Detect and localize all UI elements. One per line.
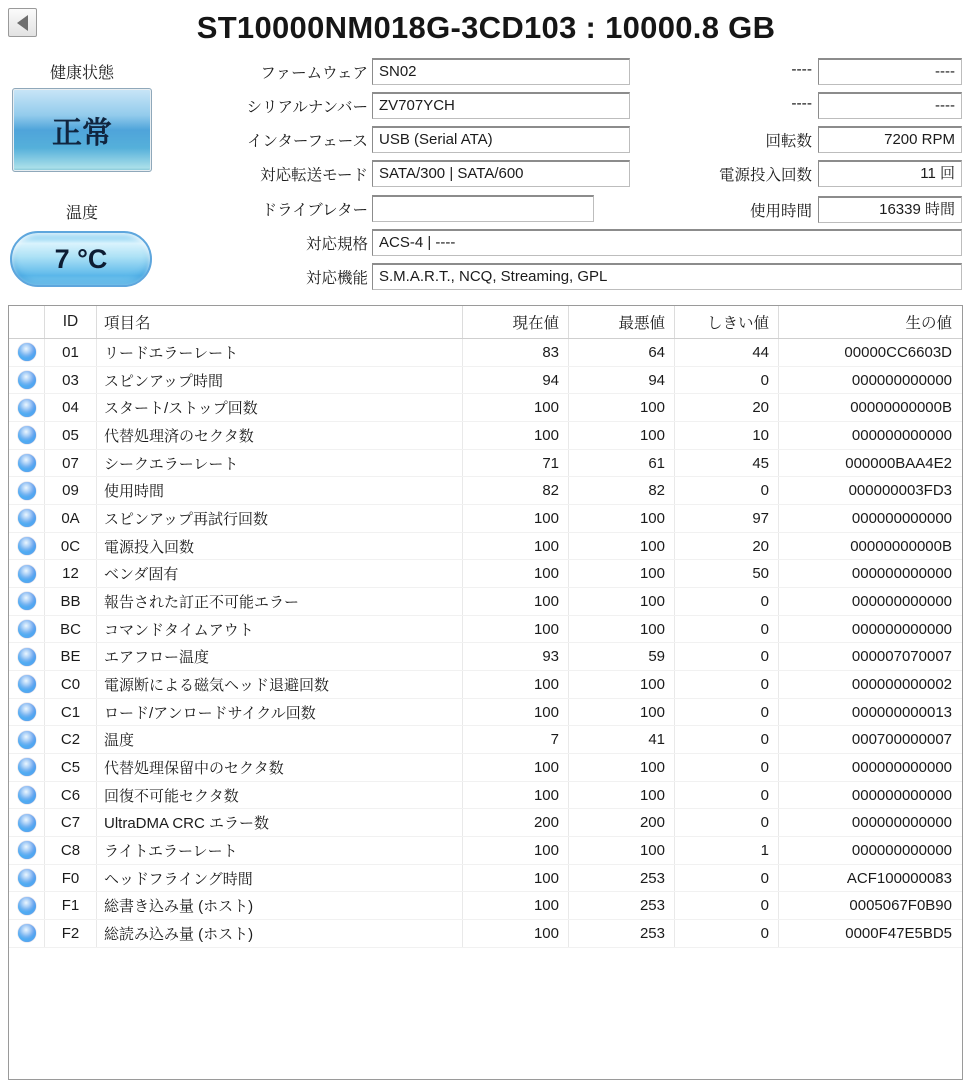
health-status-dot-icon [18,897,36,915]
attr-raw: 000000000000 [851,758,952,776]
info-field-row [150,229,962,256]
smart-attributes-table [8,305,963,1080]
attr-raw: ACF100000083 [846,869,952,887]
health-status-dot-icon [18,731,36,749]
smart-table-header [9,306,962,339]
attr-id: F2 [45,920,97,947]
attr-threshold: 10 [675,422,779,449]
smart-attribute-row[interactable] [9,367,962,395]
health-status-dot-icon [18,620,36,638]
smart-attribute-row[interactable] [9,837,962,865]
attr-worst: 100 [569,616,675,643]
attr-id: 09 [45,477,97,504]
attr-worst: 100 [569,422,675,449]
attr-name: スピンアップ再試行回数 [97,505,463,532]
attr-raw: 000000003FD3 [848,482,952,500]
attr-raw: 00000000000B [850,537,952,555]
field-value-box: 11 回 [818,160,962,187]
attr-worst: 100 [569,560,675,587]
attr-name: 総書き込み量 (ホスト) [97,892,463,919]
smart-attribute-row[interactable] [9,422,962,450]
attr-current: 100 [463,754,569,781]
attr-id: F0 [45,865,97,892]
attr-raw: 0000F47E5BD5 [845,924,952,942]
attr-id: F1 [45,892,97,919]
info-field-row [150,160,630,187]
attr-raw: 00000000000B [850,399,952,417]
health-status-dot-icon [18,703,36,721]
attr-id: C1 [45,699,97,726]
attr-threshold: 0 [675,865,779,892]
attr-name: ライトエラーレート [97,837,463,864]
attr-name: コマンドタイムアウト [97,616,463,643]
field-label: 使用時間 [749,203,812,220]
smart-attribute-row[interactable] [9,809,962,837]
attr-name: 総読み込み量 (ホスト) [97,920,463,947]
attr-raw: 000000000000 [851,371,952,389]
attr-threshold: 0 [675,782,779,809]
attr-id: C8 [45,837,97,864]
attr-raw: 000007070007 [851,648,952,666]
attr-worst: 100 [569,588,675,615]
field-label: 対応規格 [305,236,368,253]
attr-current: 100 [463,699,569,726]
smart-attribute-row[interactable] [9,505,962,533]
attr-raw: 000000000000 [851,509,952,527]
attr-threshold: 0 [675,643,779,670]
field-label: インターフェース [246,133,368,150]
attr-threshold: 0 [675,616,779,643]
attr-id: C0 [45,671,97,698]
attr-id: C2 [45,726,97,753]
attr-worst: 82 [569,477,675,504]
attr-id: 12 [45,560,97,587]
attr-id: 0A [45,505,97,532]
attr-current: 94 [463,367,569,394]
health-status-dot-icon [18,924,36,942]
attr-current: 100 [463,616,569,643]
attr-worst: 41 [569,726,675,753]
attr-worst: 100 [569,699,675,726]
attr-worst: 61 [569,450,675,477]
health-status-dot-icon [18,426,36,444]
attr-name: 使用時間 [97,477,463,504]
attr-worst: 64 [569,339,675,366]
smart-attribute-row[interactable] [9,450,962,478]
field-label: 電源投入回数 [718,167,812,184]
info-field-row [150,92,630,119]
health-status-dot-icon [18,592,36,610]
attr-raw: 000000000000 [851,786,952,804]
attr-worst: 100 [569,505,675,532]
health-status-dot-icon [18,509,36,527]
attr-raw: 000700000007 [851,731,952,749]
attr-id: BC [45,616,97,643]
attr-threshold: 44 [675,339,779,366]
health-status-dot-icon [18,648,36,666]
attr-raw: 000000000000 [851,620,952,638]
attr-worst: 94 [569,367,675,394]
attr-threshold: 0 [675,754,779,781]
attr-threshold: 0 [675,671,779,698]
attr-current: 83 [463,339,569,366]
field-label: ---- [791,61,812,78]
field-label: 対応転送モード [260,167,368,184]
smart-attribute-row[interactable] [9,920,962,948]
field-label: ---- [791,95,812,112]
attr-current: 100 [463,892,569,919]
attr-raw: 000000000013 [851,703,952,721]
back-arrow-icon [17,15,28,31]
attr-worst: 253 [569,892,675,919]
field-label: 回転数 [765,133,812,150]
attr-raw: 000000000000 [851,426,952,444]
attr-name: スピンアップ時間 [97,367,463,394]
attr-worst: 100 [569,782,675,809]
attr-id: C6 [45,782,97,809]
attr-name: 電源投入回数 [97,533,463,560]
attr-name: ロード/アンロードサイクル回数 [97,699,463,726]
attr-current: 100 [463,533,569,560]
attr-name: リードエラーレート [97,339,463,366]
attr-raw: 000000000002 [851,675,952,693]
field-label: シリアルナンバー [246,99,368,116]
header-threshold[interactable]: しきい値 [675,306,779,338]
attr-worst: 253 [569,865,675,892]
attr-id: C5 [45,754,97,781]
field-value-box: ---- [818,92,962,119]
attr-id: BB [45,588,97,615]
smart-attribute-row[interactable] [9,782,962,810]
info-field-row [150,126,630,153]
attr-threshold: 97 [675,505,779,532]
field-label: 対応機能 [305,270,368,287]
smart-attribute-row[interactable] [9,339,962,367]
header-worst[interactable]: 最悪値 [569,306,675,338]
attr-current: 100 [463,588,569,615]
smart-attribute-row[interactable] [9,892,962,920]
attr-current: 100 [463,422,569,449]
health-status-button[interactable]: 正常 [12,88,152,172]
smart-table-body [9,339,962,948]
smart-attribute-row[interactable] [9,699,962,727]
temperature-button[interactable]: 7 °C [10,231,152,287]
attr-id: 07 [45,450,97,477]
attr-name: UltraDMA CRC エラー数 [97,809,463,836]
info-field-row [150,195,630,222]
header-current[interactable]: 現在値 [463,306,569,338]
attr-name: 代替処理保留中のセクタ数 [97,754,463,781]
smart-attribute-row[interactable] [9,588,962,616]
info-field-row [560,196,962,223]
smart-attribute-row[interactable] [9,865,962,893]
field-value-box: USB (Serial ATA) [372,126,630,153]
attr-worst: 100 [569,754,675,781]
health-status-dot-icon [18,565,36,583]
health-status-dot-icon [18,841,36,859]
health-status-label: 健康状態 [49,65,114,82]
health-status-dot-icon [18,371,36,389]
field-value-box: ZV707YCH [372,92,630,119]
attr-id: 04 [45,394,97,421]
drive-title: ST10000NM018G-3CD103 : 10000.8 GB [196,10,776,45]
attr-threshold: 50 [675,560,779,587]
info-field-row [150,58,630,85]
attr-worst: 253 [569,920,675,947]
attr-worst: 200 [569,809,675,836]
attr-threshold: 45 [675,450,779,477]
field-value-box: 16339 時間 [818,196,962,223]
smart-attribute-row[interactable] [9,477,962,505]
field-value-box: ---- [818,58,962,85]
attr-threshold: 0 [675,892,779,919]
attr-current: 7 [463,726,569,753]
attr-current: 100 [463,782,569,809]
attr-id: 0C [45,533,97,560]
health-status-dot-icon [18,537,36,555]
field-value-box: SN02 [372,58,630,85]
attr-name: シークエラーレート [97,450,463,477]
health-status-dot-icon [18,814,36,832]
health-status-dot-icon [18,869,36,887]
attr-name: 代替処理済のセクタ数 [97,422,463,449]
attr-current: 100 [463,560,569,587]
smart-attribute-row[interactable] [9,754,962,782]
attr-id: 03 [45,367,97,394]
field-label: ファームウェア [260,65,368,82]
attr-threshold: 20 [675,394,779,421]
field-value-box: SATA/300 | SATA/600 [372,160,630,187]
attr-raw: 000000BAA4E2 [845,454,952,472]
attr-threshold: 0 [675,367,779,394]
field-value-box: 7200 RPM [818,126,962,153]
attr-raw: 000000000000 [851,814,952,832]
attr-threshold: 1 [675,837,779,864]
smart-attribute-row[interactable] [9,394,962,422]
attr-threshold: 0 [675,809,779,836]
attr-name: ベンダ固有 [97,560,463,587]
attr-raw: 0005067F0B90 [849,897,952,915]
attr-threshold: 0 [675,920,779,947]
health-status-dot-icon [18,675,36,693]
attr-name: 報告された訂正不可能エラー [97,588,463,615]
attr-current: 82 [463,477,569,504]
attr-raw: 000000000000 [851,841,952,859]
attr-worst: 100 [569,533,675,560]
health-status-dot-icon [18,786,36,804]
back-button[interactable] [8,8,37,37]
health-status-dot-icon [18,399,36,417]
header-status-column[interactable] [9,306,45,338]
attr-raw: 000000000000 [851,592,952,610]
smart-attribute-row[interactable] [9,671,962,699]
smart-attribute-row[interactable] [9,560,962,588]
attr-id: BE [45,643,97,670]
attr-current: 100 [463,671,569,698]
attr-current: 200 [463,809,569,836]
attr-name: 温度 [97,726,463,753]
attr-threshold: 0 [675,477,779,504]
attr-worst: 59 [569,643,675,670]
smart-attribute-row[interactable] [9,643,962,671]
info-field-row [560,92,962,119]
attr-threshold: 0 [675,726,779,753]
attr-worst: 100 [569,671,675,698]
info-field-row [560,58,962,85]
attr-raw: 00000CC6603D [844,343,952,361]
header-raw[interactable]: 生の値 [905,315,952,332]
header-id[interactable]: ID [45,306,97,338]
attr-raw: 000000000000 [851,565,952,583]
info-field-row [150,263,962,290]
health-status-dot-icon [18,343,36,361]
attr-name: 回復不可能セクタ数 [97,782,463,809]
attr-current: 93 [463,643,569,670]
attr-id: C7 [45,809,97,836]
smart-attribute-row[interactable] [9,726,962,754]
field-label: ドライブレター [261,202,368,219]
header-name[interactable]: 項目名 [97,306,463,338]
attr-current: 71 [463,450,569,477]
attr-name: 電源断による磁気ヘッド退避回数 [97,671,463,698]
info-field-row [560,126,962,153]
smart-attribute-row[interactable] [9,616,962,644]
health-status-dot-icon [18,758,36,776]
attr-current: 100 [463,920,569,947]
attr-id: 01 [45,339,97,366]
field-value-box: ACS-4 | ---- [372,229,962,256]
attr-current: 100 [463,505,569,532]
temperature-label: 温度 [65,205,98,222]
field-value-box: S.M.A.R.T., NCQ, Streaming, GPL [372,263,962,290]
health-status-dot-icon [18,454,36,472]
smart-attribute-row[interactable] [9,533,962,561]
attr-current: 100 [463,865,569,892]
attr-current: 100 [463,394,569,421]
attr-name: スタート/ストップ回数 [97,394,463,421]
attr-threshold: 20 [675,533,779,560]
health-status-dot-icon [18,482,36,500]
attr-worst: 100 [569,837,675,864]
attr-id: 05 [45,422,97,449]
attr-name: ヘッドフライング時間 [97,865,463,892]
attr-threshold: 0 [675,588,779,615]
attr-current: 100 [463,837,569,864]
attr-worst: 100 [569,394,675,421]
attr-name: エアフロー温度 [97,643,463,670]
info-field-row [560,160,962,187]
attr-threshold: 0 [675,699,779,726]
